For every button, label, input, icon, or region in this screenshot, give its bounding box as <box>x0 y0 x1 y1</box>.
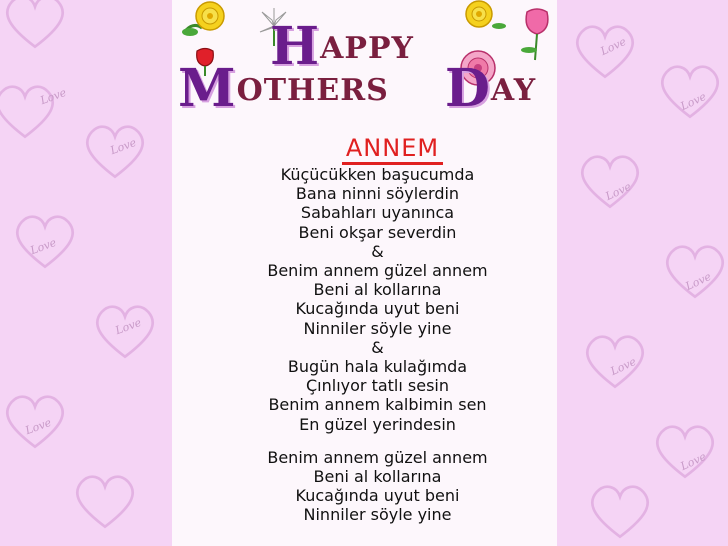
poem-line: Beni okşar severdin <box>298 222 457 242</box>
poem-line: Sabahları uyanınca <box>300 203 455 223</box>
poem-stanza-3 <box>240 357 515 434</box>
poem-stanza-2 <box>240 261 515 338</box>
stanza-separator: & <box>371 337 384 357</box>
poem-line: Ninniler söyle yine <box>303 505 452 525</box>
love-watermark: Love <box>608 354 639 379</box>
heart-outline-icon <box>70 470 140 530</box>
banner-mothers-day-text <box>178 58 536 119</box>
love-watermark: Love <box>603 179 634 204</box>
poem-stanza-4 <box>240 448 515 525</box>
poem <box>240 134 515 525</box>
heart-outline-icon <box>585 480 655 540</box>
poem-line: Benim annem güzel annem <box>267 261 488 281</box>
poem-line: Benim annem kalbimin sen <box>268 395 487 415</box>
banner-initial-d: D <box>444 58 491 119</box>
pink-tulip-icon <box>517 6 557 62</box>
poem-line: Bugün hala kulağımda <box>287 357 468 377</box>
poem-line: Çınlıyor tatlı sesin <box>306 376 449 396</box>
stanza-gap <box>240 434 515 448</box>
poem-line: En güzel yerindesin <box>299 414 456 434</box>
love-watermark: Love <box>683 269 714 294</box>
love-watermark: Love <box>113 315 144 338</box>
poem-stanza-1 <box>240 165 515 242</box>
poem-line: Kucağında uyut beni <box>295 486 460 506</box>
love-watermark: Love <box>598 34 629 59</box>
poem-line: Bana ninni söylerdin <box>295 184 460 204</box>
poem-line: Beni al kollarına <box>313 467 442 487</box>
poem-line: Küçücükken başucumda <box>280 165 475 184</box>
heart-outline-icon <box>655 60 725 120</box>
banner-happy-rest: APPY <box>320 31 414 66</box>
poem-line: Ninniler söyle yine <box>303 318 452 338</box>
poem-line: Beni al kollarına <box>313 280 442 300</box>
love-watermark: Love <box>678 449 709 474</box>
poem-title: ANNEM <box>342 134 443 165</box>
banner-mothers-rest: OTHERS <box>236 73 389 108</box>
happy-mothers-day-banner <box>172 0 562 120</box>
heart-outline-icon <box>0 80 60 140</box>
love-watermark: Love <box>678 89 709 114</box>
poem-line: Benim annem güzel annem <box>267 447 488 467</box>
love-watermark: Love <box>28 235 59 258</box>
heart-outline-icon <box>0 0 70 50</box>
yellow-rose-icon <box>457 0 507 34</box>
love-watermark: Love <box>23 415 54 438</box>
heart-outline-icon <box>660 240 728 300</box>
banner-day-rest: AY <box>490 73 537 108</box>
love-watermark: Love <box>38 85 69 108</box>
stanza-separator: & <box>371 241 384 261</box>
love-watermark: Love <box>108 135 139 158</box>
poem-line: Kucağında uyut beni <box>295 299 460 319</box>
banner-initial-m: M <box>178 58 237 119</box>
banner-initial-h: H <box>270 16 321 77</box>
heart-outline-icon <box>580 330 650 390</box>
yellow-rose-icon <box>180 0 232 40</box>
